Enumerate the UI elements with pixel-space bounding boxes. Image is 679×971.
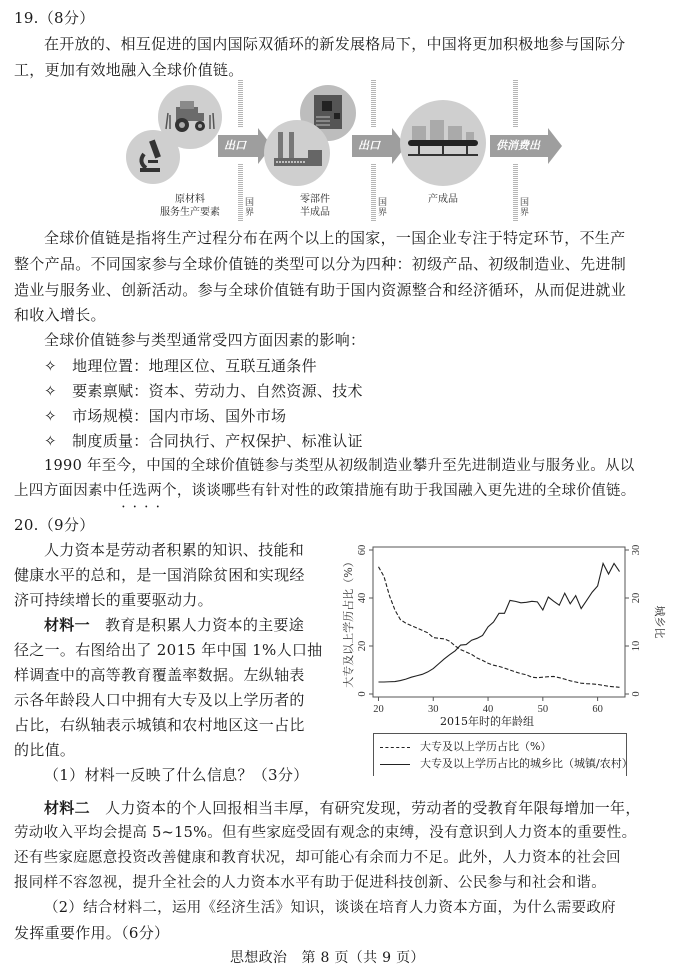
material2-line: 还有些家庭愿意投资改善健康和教育状况，却可能心有余而力不足。此外，人力资本的社会回 [14, 850, 621, 866]
border-line [238, 80, 243, 128]
material2-line: 报同样不容忽视，提升全社会的人力资本水平有助于促进科技创新、公民参与和社会和谐。 [14, 875, 606, 891]
education-chart [340, 535, 679, 775]
material1-text: 教育是积累人力资本的主要途 [105, 616, 305, 634]
factor-item [44, 431, 363, 451]
dashed-line-swatch [380, 747, 410, 748]
q19-intro-line: 在开放的、相互促进的国内国际双循环的新发展格局下，中国将更加积极地参与国际分 [44, 35, 626, 53]
export-arrow: 出口 [218, 135, 258, 157]
question-text: 上四方面因素中 [14, 483, 118, 499]
y-tick-label: 40 [357, 592, 368, 604]
stage-caption-line: 半成品 [300, 207, 330, 218]
material2-label: 材料二 [44, 799, 90, 817]
value-chain-diagram [120, 80, 560, 225]
q19-para-line: 造业与服务业、创新活动。参与全球价值链有助于国内资源整合和经济循环，从而促进就业 [14, 281, 627, 299]
line-chart-plot [340, 535, 679, 715]
x-tick-label: 50 [537, 704, 549, 715]
border-label: 国界 [245, 198, 255, 218]
border-line [513, 164, 518, 222]
sub-question-2: 发挥重要作用。（6分） [14, 924, 170, 942]
stage-caption-line: 原材料 [175, 194, 205, 205]
legend-item-solid [380, 757, 633, 771]
y-tick-label: 0 [357, 691, 368, 697]
stage-caption [408, 193, 478, 206]
x-tick-label: 20 [373, 704, 384, 715]
border-label: 国界 [378, 198, 388, 218]
conveyor-products-icon [400, 100, 486, 186]
dashed-series-line [378, 567, 619, 687]
page-footer: 思想政治 第 8 页（共 9 页） [230, 950, 425, 966]
stage-caption [150, 193, 230, 219]
question-text: ，谈谈哪些有针对性的政策措施有助于我国融入更先进的全球价值链。 [176, 483, 636, 499]
solid-series-line [378, 563, 619, 682]
y2-tick-label: 30 [631, 544, 642, 556]
material1-line: 的比值。 [14, 741, 76, 759]
q20-intro-line: 人力资本是劳动者积累的知识、技能和 [44, 541, 305, 559]
consumption-export-arrow: 供消费出口 [490, 135, 548, 157]
border-line [513, 80, 518, 128]
y-tick-label: 20 [357, 640, 368, 652]
factor-text: 地理位置：地理区位、互联互通条件 [72, 357, 317, 375]
factor-text: 制度质量：合同执行、产权保护、标准认证 [72, 432, 363, 450]
material1-line: 径之一。右图给出了 2015 年中国 1%人口抽 [14, 641, 323, 659]
q19-para-line: 和收入增长。 [14, 306, 106, 324]
microscope-icon [126, 130, 180, 184]
solid-line-swatch [380, 764, 410, 765]
factory-icon [264, 120, 330, 186]
q19-question-line [14, 481, 636, 501]
y2-tick-label: 20 [631, 592, 642, 604]
y-tick-label: 60 [357, 544, 368, 556]
diamond-bullet-icon: ✧ [44, 407, 57, 425]
factor-item [44, 381, 363, 401]
border-line [371, 164, 376, 222]
sub-question-1: （1）材料一反映了什么信息？（3分） [44, 766, 309, 784]
material2-line: 劳动收入平均会提高 5~15%。但有些家庭受固有观念的束缚，没有意识到人力资本的重要性。 [14, 825, 637, 841]
material2-line [44, 798, 641, 818]
plot-frame [373, 547, 625, 697]
q19-para-line: 全球价值链是指将生产过程分布在两个以上的国家，一国企业专注于特定环节，不生产 [44, 229, 626, 247]
legend-label: 大专及以上学历占比（%） [420, 740, 552, 753]
q19-question-line: 1990 年至今，中国的全球价值链参与类型从初级制造业攀升至先进制造业与服务业。从以 [44, 458, 635, 474]
q20-heading: 20.（9分） [14, 516, 95, 534]
factor-text: 要素禀赋：资本、劳动力、自然资源、技术 [72, 382, 363, 400]
border-label: 国界 [520, 198, 530, 218]
border-line [238, 164, 243, 222]
material1-line: 样调查中的高等教育覆盖率数据。左纵轴表 [14, 666, 305, 684]
legend-label: 大专及以上学历占比的城乡比（城镇/农村） [420, 757, 633, 770]
q19-para-line: 整个产品。不同国家参与全球价值链的类型可以分为四种：初级产品、初级制造业、先进制 [14, 255, 627, 273]
y2-tick-label: 0 [631, 691, 642, 697]
q20-intro-line: 健康水平的总和，是一国消除贫困和实现经 [14, 566, 305, 584]
x-tick-label: 30 [428, 704, 439, 715]
stage-caption-line: 产成品 [428, 194, 458, 205]
q19-heading: 19.（8分） [14, 9, 95, 27]
factor-item [44, 356, 317, 376]
factor-text: 市场规模：国内市场、国外市场 [72, 407, 287, 425]
y2-tick-label: 10 [631, 640, 642, 652]
diamond-bullet-icon: ✧ [44, 357, 57, 375]
q20-intro-line: 济可持续增长的重要驱动力。 [14, 591, 213, 609]
legend-item-dashed [380, 740, 551, 754]
factor-item [44, 406, 286, 426]
x-tick-label: 60 [592, 704, 603, 715]
material1-line: 示各年龄段人口中拥有大专及以上学历者的 [14, 691, 305, 709]
material1-line: 占比，右纵轴表示城镇和农村地区这一占比 [14, 716, 305, 734]
diamond-bullet-icon: ✧ [44, 382, 57, 400]
factors-intro: 全球价值链参与类型通常受四方面因素的影响： [44, 331, 366, 349]
y2-axis-label: 城乡比 [653, 605, 666, 639]
y-axis-label: 大专及以上学历占比（%） [342, 556, 355, 688]
x-axis-label: 2015年时的年龄组 [440, 715, 534, 728]
material1-line [44, 615, 304, 635]
diamond-bullet-icon: ✧ [44, 432, 57, 450]
q19-intro-line: 工，更加有效地融入全球价值链。 [14, 61, 244, 79]
border-line [371, 80, 376, 128]
export-arrow: 出口 [352, 135, 392, 157]
stage-caption-line: 服务生产要素 [160, 207, 220, 218]
stage-caption-line: 零部件 [300, 194, 330, 205]
emphasized-text: 任选两个 • • [118, 483, 177, 499]
stage-caption [280, 193, 350, 219]
x-tick-label: 40 [482, 704, 494, 715]
material2-text: 人力资本的个人回报相当丰厚，有研究发现，劳动者的受教育年限每增加一年， [105, 799, 641, 817]
material1-label: 材料一 [44, 616, 90, 634]
sub-question-2: （2）结合材料二，运用《经济生活》知识，谈谈在培育人力资本方面，为什么需要政府 [44, 900, 616, 916]
